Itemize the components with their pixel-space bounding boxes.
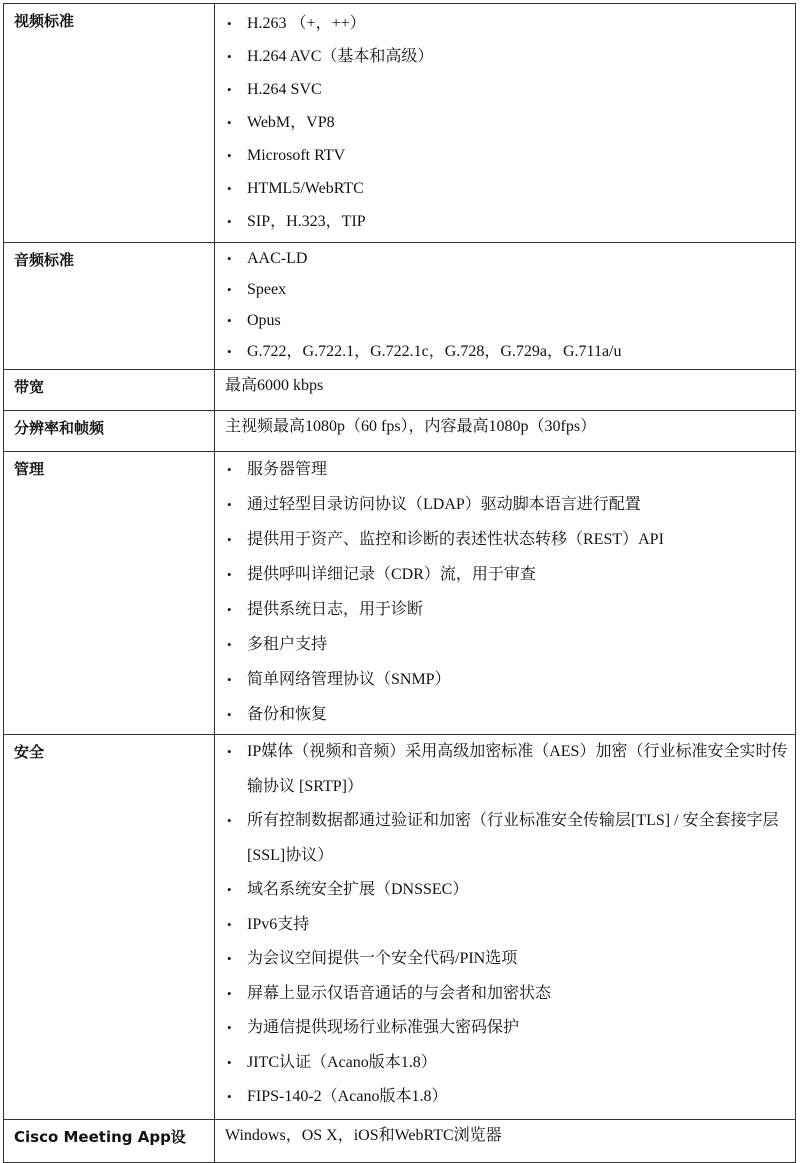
row-security [4, 735, 796, 1120]
list-item: • H.264 SVC [225, 73, 795, 106]
bullet-list [225, 4, 795, 242]
row-bandwidth [4, 370, 796, 411]
bullet-icon: • [227, 916, 232, 932]
row-value [215, 1119, 796, 1162]
bullet-icon: • [227, 497, 232, 512]
bullet-list [225, 243, 795, 369]
bullet-icon: • [227, 707, 232, 722]
row-resolution [4, 411, 796, 452]
value-text: 最高6000 kbps [225, 377, 324, 394]
bullet-icon: • [227, 567, 232, 582]
list-item: • HTML5/WebRTC [225, 172, 795, 205]
row-value [215, 243, 796, 370]
list-item: • Opus [225, 305, 795, 336]
list-item: • FIPS-140-2（Acano版本1.8） [225, 1080, 795, 1115]
list-item: • Microsoft RTV [225, 139, 795, 172]
bullet-icon: • [227, 813, 232, 828]
bullet-icon: • [227, 951, 232, 966]
bullet-icon: • [227, 672, 232, 687]
list-item: • 屏幕上显示仅语音通话的与会者和加密状态 [225, 977, 795, 1012]
list-item: • IPv6支持 [225, 908, 795, 943]
row-value [215, 370, 796, 411]
list-item: • IP媒体（视频和音频）采用高级加密标准（AES）加密（行业标准安全实时传输协议 [SRTP]） [225, 735, 795, 804]
bullet-icon: • [227, 985, 232, 1001]
list-item: • 提供用于资产、监控和诊断的表述性状态转移（REST）API [225, 522, 795, 557]
row-video-standards [4, 4, 796, 243]
bullet-icon: • [227, 744, 232, 759]
list-item: • SIP，H.323，TIP [225, 205, 795, 238]
list-item: • 域名系统安全扩展（DNSSEC） [225, 873, 795, 908]
list-item: • WebM，VP8 [225, 106, 795, 139]
list-item: • Speex [225, 274, 795, 305]
bullet-icon: • [227, 214, 232, 229]
row-label: 管理 [4, 452, 215, 735]
list-item: • G.722，G.722.1，G.722.1c，G.728，G.729a，G.711a/u [225, 336, 795, 367]
bullet-icon: • [227, 1089, 232, 1104]
row-value [215, 735, 796, 1120]
row-management [4, 452, 796, 735]
list-item: • H.264 AVC（基本和高级） [225, 40, 795, 73]
list-item: • 为会议空间提供一个安全代码/PIN选项 [225, 942, 795, 977]
row-meeting-app [4, 1119, 796, 1162]
list-item: • AAC-LD [225, 243, 795, 274]
bullet-icon: • [227, 313, 232, 328]
row-audio-standards [4, 243, 796, 370]
spec-table [3, 3, 796, 1163]
list-item: • H.263 （+，++） [225, 7, 795, 40]
bullet-icon: • [227, 16, 232, 31]
row-value [215, 452, 796, 735]
bullet-icon: • [227, 49, 232, 64]
bullet-icon: • [227, 148, 232, 163]
bullet-icon: • [227, 1054, 232, 1070]
value-text: 主视频最高1080p（60 fps），内容最高1080p（30fps） [225, 418, 597, 435]
list-item: • 通过轻型目录访问协议（LDAP）驱动脚本语言进行配置 [225, 487, 795, 522]
bullet-icon: • [227, 1020, 232, 1035]
list-item: • 所有控制数据都通过验证和加密（行业标准安全传输层[TLS] / 安全套接字层[SSL]协议） [225, 804, 795, 873]
bullet-icon: • [227, 115, 232, 130]
value-text: Windows，OS X，iOS和WebRTC浏览器 [225, 1126, 502, 1144]
list-item: • 服务器管理 [225, 452, 795, 487]
row-label: 分辨率和帧频 [4, 411, 215, 452]
bullet-icon: • [227, 251, 232, 266]
bullet-icon: • [227, 637, 232, 652]
list-item: • 提供系统日志，用于诊断 [225, 592, 795, 627]
row-label: 视频标准 [4, 4, 215, 243]
bullet-list [225, 452, 795, 734]
row-label: Cisco Meeting App设 [4, 1119, 215, 1162]
bullet-icon: • [227, 882, 232, 897]
row-label: 带宽 [4, 370, 215, 411]
list-item: • JITC认证（Acano版本1.8） [225, 1046, 795, 1081]
bullet-icon: • [227, 181, 232, 196]
row-label: 音频标准 [4, 243, 215, 370]
list-item: • 备份和恢复 [225, 697, 795, 732]
row-value [215, 411, 796, 452]
bullet-icon: • [227, 602, 232, 617]
list-item: • 多租户支持 [225, 627, 795, 662]
list-item: • 简单网络管理协议（SNMP） [225, 662, 795, 697]
bullet-icon: • [227, 532, 232, 547]
list-item: • 为通信提供现场行业标准强大密码保护 [225, 1011, 795, 1046]
list-item: • 提供呼叫详细记录（CDR）流，用于审查 [225, 557, 795, 592]
bullet-list [225, 735, 795, 1119]
bullet-icon: • [227, 82, 232, 97]
row-label: 安全 [4, 735, 215, 1120]
bullet-icon: • [227, 462, 232, 477]
bullet-icon: • [227, 344, 232, 359]
bullet-icon: • [227, 282, 232, 297]
row-value [215, 4, 796, 243]
